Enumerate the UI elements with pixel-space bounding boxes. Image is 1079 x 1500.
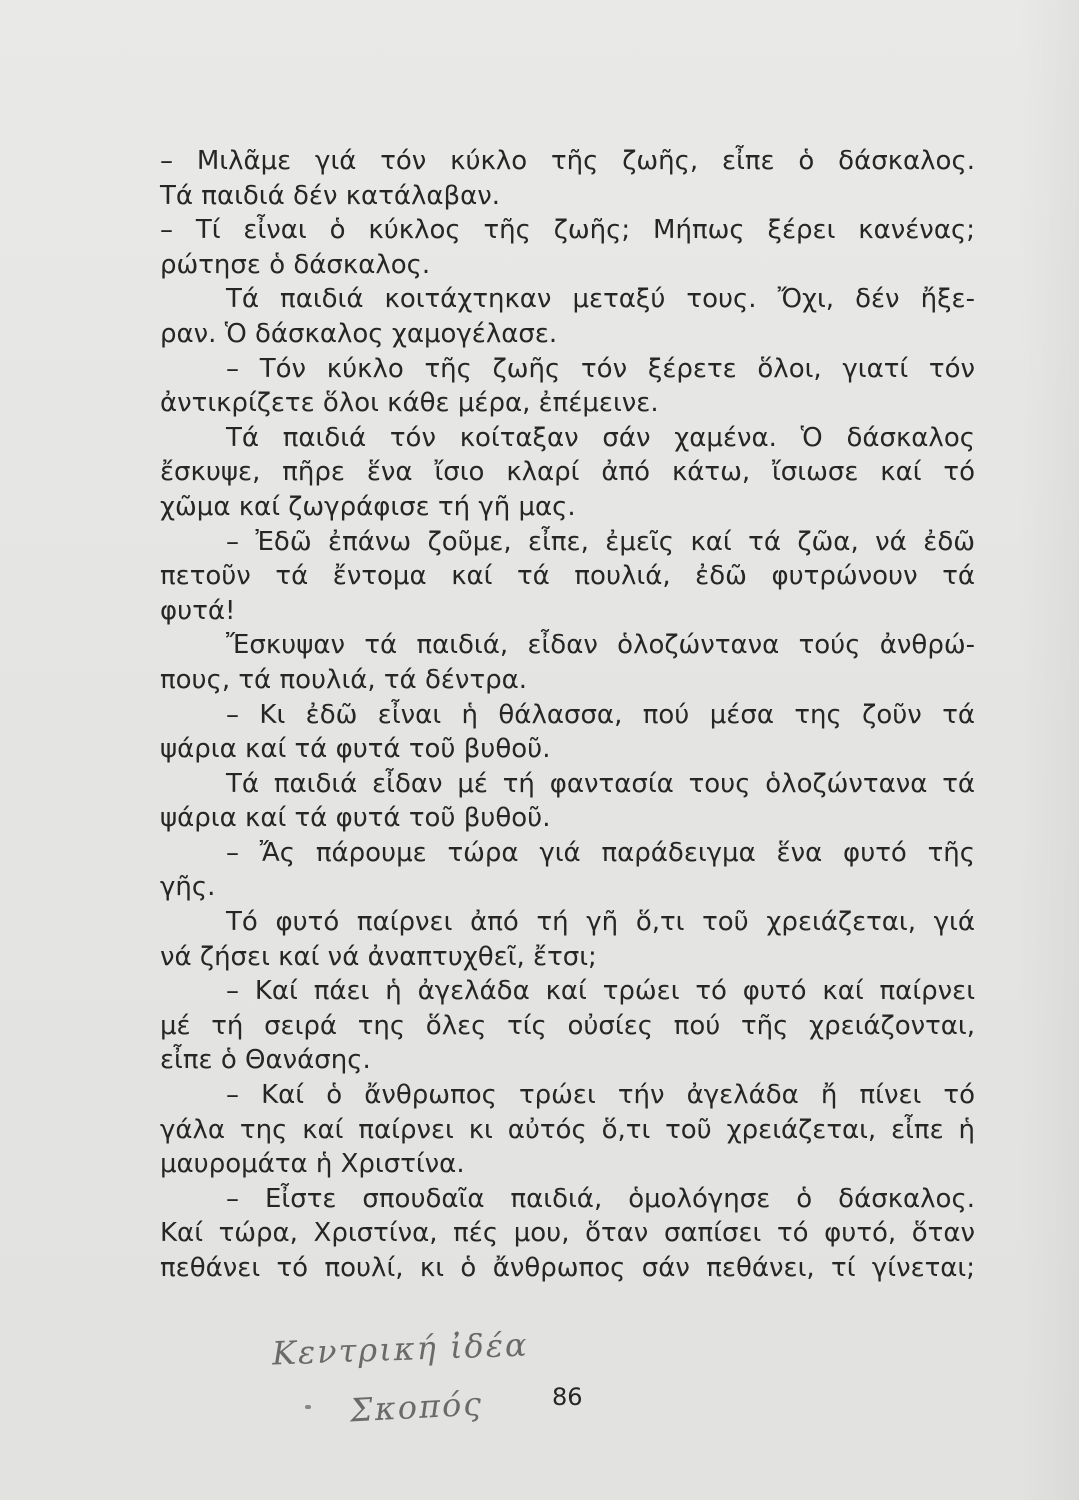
text-line: ἔσκυψε, πῆρε ἕνα ἴσιο κλαρί ἀπό κάτω, ἴσιωσε καί τό bbox=[160, 457, 975, 488]
text-line: πετοῦν τά ἔντομα καί τά πουλιά, ἐδῶ φυτρώνουν τά bbox=[160, 561, 975, 592]
text-line: πους, τά πουλιά, τά δέντρα. bbox=[160, 664, 528, 695]
text-line: – Μιλᾶμε γιά τόν κύκλο τῆς ζωῆς, εἶπε ὁ δάσκαλος. bbox=[160, 146, 975, 176]
page-gutter-shadow bbox=[1019, 0, 1079, 1500]
handwritten-note-line2: Σκοπός bbox=[349, 1384, 484, 1430]
text-line: Καί τώρα, Χριστίνα, πές μου, ὅταν σαπίσει τό φυτό, ὅταν bbox=[160, 1218, 975, 1249]
text-line: Ἔσκυψαν τά παιδιά, εἶδαν ὁλοζώντανα τούς ἀνθρώ- bbox=[226, 630, 975, 661]
text-line: Τά παιδιά εἶδαν μέ τή φαντασία τους ὁλοζώντανα τά bbox=[226, 768, 975, 799]
page-number: 86 bbox=[552, 1383, 583, 1411]
handwritten-note-line1: Κεντρική ἰδέα bbox=[271, 1325, 530, 1373]
text-line: ἀντικρίζετε ὅλοι κάθε μέρα, ἐπέμεινε. bbox=[160, 388, 659, 419]
text-line: Τά παιδιά τόν κοίταξαν σάν χαμένα. Ὁ δάσκαλος bbox=[226, 422, 975, 453]
text-line: – Ἐδῶ ἐπάνω ζοῦμε, εἶπε, ἐμεῖς καί τά ζῶα, νά ἐδῶ bbox=[226, 526, 975, 557]
text-line: γάλα της καί παίρνει κι αὐτός ὅ,τι τοῦ χρειάζεται, εἶπε ἡ bbox=[160, 1114, 975, 1145]
text-line: μέ τή σειρά της ὅλες τίς οὐσίες πού τῆς χρειάζονται, bbox=[160, 1010, 975, 1041]
text-line: πεθάνει τό πουλί, κι ὁ ἄνθρωπος σάν πεθάνει, τί γίνεται; bbox=[160, 1253, 975, 1283]
text-line: ρώτησε ὁ δάσκαλος. bbox=[160, 249, 431, 280]
text-line: φυτά! bbox=[160, 595, 236, 626]
pencil-mark bbox=[305, 1405, 311, 1409]
text-line: – Τί εἶναι ὁ κύκλος τῆς ζωῆς; Μήπως ξέρει κανένας; bbox=[160, 215, 975, 246]
text-line: – Εἶστε σπουδαῖα παιδιά, ὁμολόγησε ὁ δάσκαλος. bbox=[226, 1183, 975, 1214]
body-text bbox=[160, 144, 980, 1286]
text-line: ραν. Ὁ δάσκαλος χαμογέλασε. bbox=[160, 318, 558, 349]
text-line: – Ἄς πάρουμε τώρα γιά παράδειγμα ἕνα φυτό τῆς bbox=[226, 837, 975, 868]
text-line: Τό φυτό παίρνει ἀπό τή γῆ ὅ,τι τοῦ χρειάζεται, γιά bbox=[226, 907, 975, 938]
text-line: χῶμα καί ζωγράφισε τή γῆ μας. bbox=[160, 491, 576, 522]
text-line: – Καί πάει ἡ ἀγελάδα καί τρώει τό φυτό καί παίρνει bbox=[226, 976, 975, 1007]
text-line: γῆς. bbox=[160, 872, 216, 903]
text-line: ψάρια καί τά φυτά τοῦ βυθοῦ. bbox=[160, 803, 551, 834]
text-line: ψάρια καί τά φυτά τοῦ βυθοῦ. bbox=[160, 734, 551, 765]
text-line: Τά παιδιά κοιτάχτηκαν μεταξύ τους. Ὄχι, δέν ἤξε- bbox=[226, 284, 975, 315]
text-line: – Τόν κύκλο τῆς ζωῆς τόν ξέρετε ὅλοι, γιατί τόν bbox=[226, 353, 975, 384]
text-line: μαυρομάτα ἡ Χριστίνα. bbox=[160, 1149, 465, 1180]
text-line: εἶπε ὁ Θανάσης. bbox=[160, 1045, 371, 1076]
text-line: νά ζήσει καί νά ἀναπτυχθεῖ, ἔτσι; bbox=[160, 941, 597, 972]
text-line: Τά παιδιά δέν κατάλαβαν. bbox=[160, 180, 501, 211]
text-line: – Καί ὁ ἄνθρωπος τρώει τήν ἀγελάδα ἤ πίνει τό bbox=[226, 1080, 975, 1111]
text-line: – Κι ἐδῶ εἶναι ἡ θάλασσα, πού μέσα της ζοῦν τά bbox=[226, 699, 975, 730]
